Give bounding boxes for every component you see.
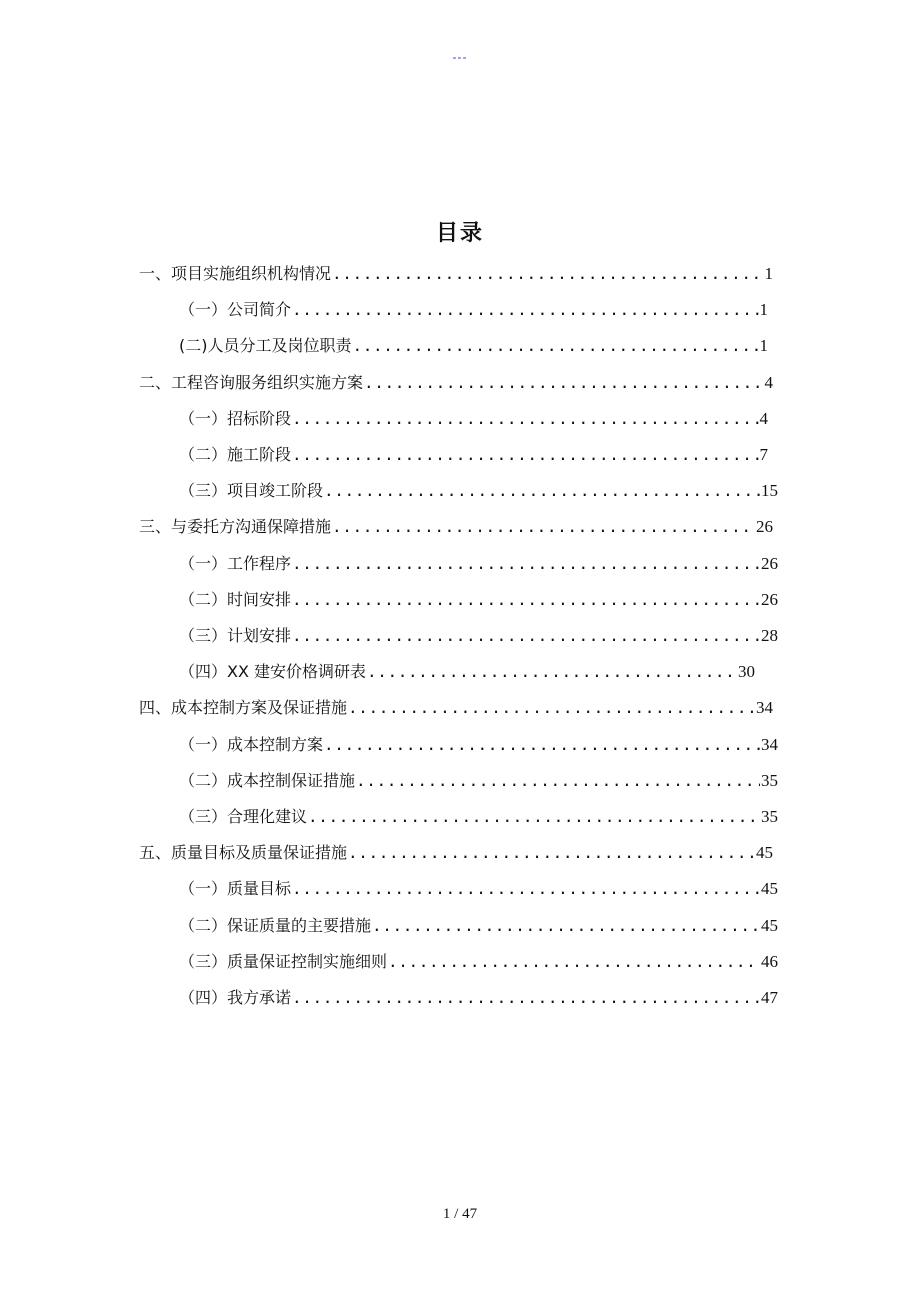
toc-entry[interactable] xyxy=(179,584,778,616)
toc-dot-leader xyxy=(332,511,755,543)
toc-entry[interactable] xyxy=(179,475,778,507)
toc-entry-page: 7 xyxy=(759,445,768,464)
header-mark: --- xyxy=(452,50,468,64)
toc-entry-title: （三）质量保证控制实施细则 xyxy=(179,951,388,971)
toc-entry-title: （一）质量目标 xyxy=(179,879,292,899)
toc-dot-leader xyxy=(353,330,759,362)
toc-entry[interactable] xyxy=(139,837,773,869)
page-number: 1 / 47 xyxy=(442,1206,478,1222)
toc-entry[interactable] xyxy=(179,403,768,435)
toc-entry-page: 34 xyxy=(756,698,773,718)
toc-dot-leader xyxy=(388,946,760,978)
toc-dot-leader xyxy=(292,548,760,580)
toc-entry-title: (二)人员分工及岗位职责 xyxy=(179,336,352,356)
toc-entry-page: 1 xyxy=(759,300,768,320)
toc-entry-page: 26 xyxy=(761,553,778,573)
toc-entry-page: 46 xyxy=(761,951,778,971)
toc-entry-page: 15 xyxy=(761,481,778,501)
toc-dot-leader xyxy=(332,258,763,290)
toc-entry[interactable] xyxy=(179,982,778,1014)
toc-entry[interactable] xyxy=(179,548,778,580)
toc-entry[interactable] xyxy=(179,946,778,978)
toc-entry[interactable] xyxy=(179,801,778,833)
toc-entry-page: 35 xyxy=(761,807,778,826)
toc-entry-title: （二）时间安排 xyxy=(179,589,292,609)
toc-entry[interactable] xyxy=(139,258,773,290)
toc-entry-page: 34 xyxy=(761,734,778,754)
toc-dot-leader xyxy=(292,294,758,326)
toc-entry-title: 一、项目实施组织机构情况 xyxy=(139,264,332,283)
toc-dot-leader xyxy=(348,837,755,869)
toc-dot-leader xyxy=(364,367,763,399)
toc-entry[interactable] xyxy=(179,729,778,761)
toc-dot-leader xyxy=(292,620,760,652)
toc-dot-leader xyxy=(292,982,760,1014)
toc-entry-page: 26 xyxy=(761,589,778,609)
toc-dot-leader xyxy=(292,403,758,435)
toc-entry[interactable] xyxy=(179,439,768,471)
toc-entry-title: （二）保证质量的主要措施 xyxy=(179,915,372,935)
toc-entry[interactable] xyxy=(179,656,755,688)
toc-entry[interactable] xyxy=(139,511,773,543)
toc-entry[interactable] xyxy=(179,330,768,362)
toc-entry-page: 30 xyxy=(738,662,755,682)
toc-dot-leader xyxy=(308,801,760,833)
toc-dot-leader xyxy=(292,873,760,905)
toc-entry-page: 35 xyxy=(761,770,778,790)
toc-entry-title: （一）工作程序 xyxy=(179,553,292,573)
toc-entry-title: 四、成本控制方案及保证措施 xyxy=(139,698,348,718)
toc-entry-page: 4 xyxy=(764,372,773,392)
toc-dot-leader xyxy=(292,584,760,616)
toc-entry-title: （一）成本控制方案 xyxy=(179,734,324,754)
toc-entry-page: 1 xyxy=(764,264,773,283)
toc-entry[interactable] xyxy=(179,873,778,905)
toc-entry[interactable] xyxy=(179,620,778,652)
toc-entry-title: （三）合理化建议 xyxy=(179,807,308,826)
toc-title: 目录 xyxy=(435,221,484,246)
toc-entry[interactable] xyxy=(139,367,773,399)
toc-entry-title: 二、工程咨询服务组织实施方案 xyxy=(139,372,364,392)
toc-entry-page: 45 xyxy=(761,915,778,935)
toc-entry-title: （二）成本控制保证措施 xyxy=(179,770,356,790)
toc-entry-page: 45 xyxy=(761,879,778,899)
toc-entry-page: 4 xyxy=(759,408,768,428)
toc-entry-page: 26 xyxy=(756,517,773,537)
toc-entry[interactable] xyxy=(139,692,773,724)
toc-dot-leader xyxy=(367,656,737,688)
toc-entry[interactable] xyxy=(179,294,768,326)
toc-entry[interactable] xyxy=(179,765,778,797)
toc-entry-title: （四）我方承诺 xyxy=(179,988,292,1007)
toc-entry-title: （三）项目竣工阶段 xyxy=(179,481,324,501)
toc-entry-title: （一）公司简介 xyxy=(179,300,292,320)
toc-dot-leader xyxy=(356,765,760,797)
toc-dot-leader xyxy=(292,439,758,471)
toc-entry-page: 47 xyxy=(761,988,778,1007)
toc-entry-title: （一）招标阶段 xyxy=(179,408,292,428)
toc-entry-page: 28 xyxy=(761,626,778,645)
toc-entry-title: 五、质量目标及质量保证措施 xyxy=(139,843,348,863)
toc-entry-page: 1 xyxy=(759,336,768,356)
toc-entry[interactable] xyxy=(179,910,778,942)
toc-entry-title: （二）施工阶段 xyxy=(179,445,292,464)
toc-dot-leader xyxy=(324,729,760,761)
toc-dot-leader xyxy=(348,692,755,724)
toc-entry-title: （四）XX 建安价格调研表 xyxy=(179,662,367,682)
toc-dot-leader xyxy=(324,475,760,507)
toc-dot-leader xyxy=(372,910,760,942)
toc-entry-title: （三）计划安排 xyxy=(179,626,292,645)
toc-entry-title: 三、与委托方沟通保障措施 xyxy=(139,517,332,537)
toc-entry-page: 45 xyxy=(756,843,773,863)
